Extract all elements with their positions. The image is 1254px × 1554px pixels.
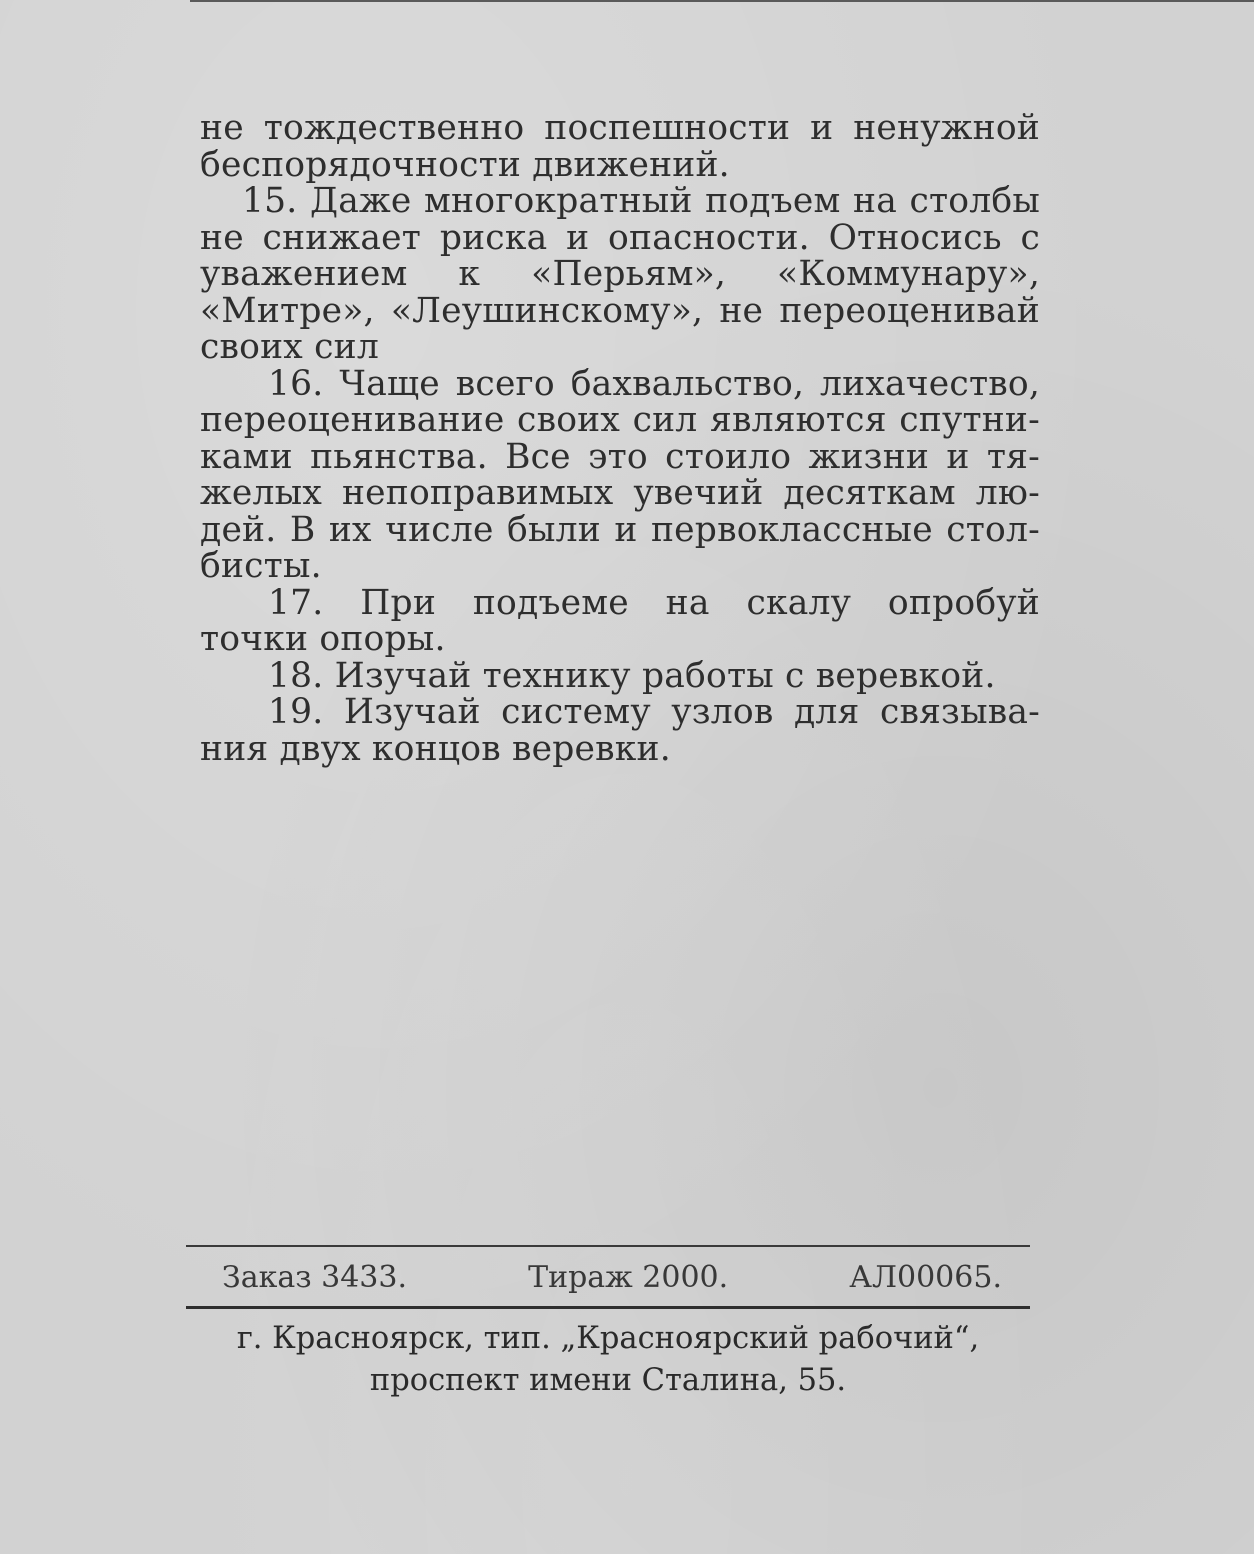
imprint-row	[222, 1256, 1002, 1300]
text-line: не тождественно поспешности и ненужной	[200, 108, 1040, 148]
page-top-edge	[190, 0, 1254, 2]
printer-info	[186, 1318, 1030, 1402]
text-line: 16. Чаще всего бахвальство, лихачество,	[268, 363, 1040, 404]
text-line: своих сил	[200, 327, 379, 367]
text-line: беспорядочности движений.	[200, 144, 730, 185]
text-line: не снижает риска и опасности. Относись с	[200, 217, 1040, 258]
text-line: уважением к «Перьям», «Коммунару»,	[200, 254, 1040, 294]
text-line: бисты.	[200, 546, 322, 586]
text-line: ния двух концов веревки.	[200, 728, 671, 769]
text-line: «Митре», «Леушинскому», не переоценивай	[200, 290, 1040, 331]
text-line: дей. В их числе были и первоклассные стол-	[200, 509, 1040, 550]
order-number: Заказ 3433.	[222, 1260, 407, 1295]
text-line: 19. Изучай систему узлов для связыва-	[268, 692, 1040, 732]
printer-line-2: проспект имени Сталина, 55.	[369, 1363, 847, 1398]
text-line: желых непоправимых увечий десяткам лю-	[200, 473, 1040, 513]
censor-code: АЛ00065.	[849, 1260, 1002, 1295]
print-run: Тираж 2000.	[528, 1260, 729, 1295]
text-line: 17. При подъеме на скалу опробуй	[268, 582, 1040, 623]
text-line: ками пьянства. Все это стоило жизни и тя-	[200, 436, 1040, 477]
text-line: точки опоры.	[200, 619, 446, 659]
text-line: 15. Даже многократный подъем на столбы	[242, 181, 1040, 221]
imprint-rule-bottom	[186, 1306, 1030, 1309]
text-line: переоценивание своих сил являются спутни-	[200, 400, 1040, 440]
imprint-rule-top	[186, 1245, 1030, 1247]
text-line: 18. Изучай технику работы с веревкой.	[268, 655, 996, 696]
body-text	[200, 110, 1040, 767]
printer-line-1: г. Красноярск, тип. „Красноярский рабочий“,	[236, 1321, 980, 1356]
